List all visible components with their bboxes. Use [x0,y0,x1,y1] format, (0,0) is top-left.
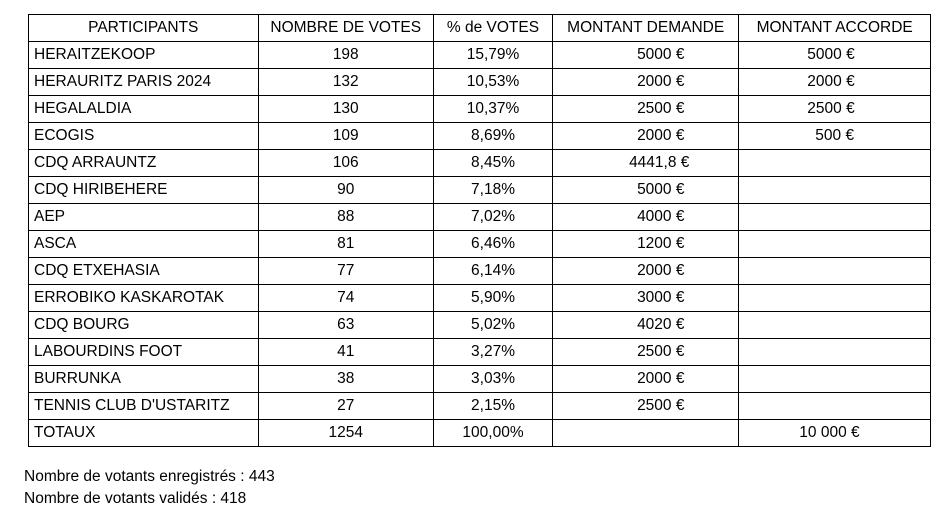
vote-count: 41 [258,339,433,366]
header-participants: PARTICIPANTS [29,15,259,42]
vote-percent: 10,37% [433,96,552,123]
vote-percent: 2,15% [433,393,552,420]
vote-percent: 5,02% [433,312,552,339]
vote-percent: 3,27% [433,339,552,366]
participant-name: HEGALALDIA [29,96,259,123]
amount-requested: 2500 € [553,96,739,123]
table-row [29,150,931,177]
table-row [29,393,931,420]
table-row [29,123,931,150]
amount-granted [739,204,931,231]
vote-percent: 6,46% [433,231,552,258]
table-row [29,69,931,96]
amount-requested: 4000 € [553,204,739,231]
vote-count: 77 [258,258,433,285]
amount-granted: 5000 € [739,42,931,69]
vote-percent: 10,53% [433,69,552,96]
participant-name: AEP [29,204,259,231]
amount-requested: 2000 € [553,123,739,150]
voter-summary [24,466,275,510]
vote-percent: 7,18% [433,177,552,204]
participant-name: BURRUNKA [29,366,259,393]
vote-percent: 8,69% [433,123,552,150]
header-votes: NOMBRE DE VOTES [258,15,433,42]
total-granted: 10 000 € [739,420,931,447]
participant-name: HERAITZEKOOP [29,42,259,69]
amount-granted [739,231,931,258]
vote-count: 81 [258,231,433,258]
total-votes: 1254 [258,420,433,447]
votes-results-table [28,14,931,447]
vote-count: 88 [258,204,433,231]
amount-requested: 1200 € [553,231,739,258]
participant-name: LABOURDINS FOOT [29,339,259,366]
participant-name: CDQ BOURG [29,312,259,339]
table-row [29,231,931,258]
vote-count: 38 [258,366,433,393]
amount-granted [739,285,931,312]
vote-count: 74 [258,285,433,312]
vote-count: 132 [258,69,433,96]
header-pct: % de VOTES [433,15,552,42]
vote-count: 106 [258,150,433,177]
participant-name: HERAURITZ PARIS 2024 [29,69,259,96]
header-granted: MONTANT ACCORDE [739,15,931,42]
amount-granted [739,312,931,339]
vote-count: 63 [258,312,433,339]
participant-name: CDQ ETXEHASIA [29,258,259,285]
vote-percent: 3,03% [433,366,552,393]
amount-requested: 2000 € [553,258,739,285]
amount-granted [739,258,931,285]
amount-granted [739,339,931,366]
participant-name: ERROBIKO KASKAROTAK [29,285,259,312]
vote-count: 198 [258,42,433,69]
amount-requested: 5000 € [553,42,739,69]
amount-granted [739,366,931,393]
amount-requested: 4441,8 € [553,150,739,177]
amount-granted [739,177,931,204]
participant-name: ASCA [29,231,259,258]
table-row [29,312,931,339]
amount-granted: 2500 € [739,96,931,123]
table-row [29,96,931,123]
table-row [29,42,931,69]
participant-name: CDQ HIRIBEHERE [29,177,259,204]
vote-count: 27 [258,393,433,420]
participant-name: CDQ ARRAUNTZ [29,150,259,177]
amount-requested: 2000 € [553,366,739,393]
amount-granted [739,150,931,177]
validated-voters-text: Nombre de votants validés : 418 [24,490,247,507]
vote-percent: 6,14% [433,258,552,285]
amount-granted [739,393,931,420]
amount-granted: 500 € [739,123,931,150]
vote-count: 130 [258,96,433,123]
vote-count: 109 [258,123,433,150]
amount-requested: 2500 € [553,339,739,366]
participant-name: ECOGIS [29,123,259,150]
header-requested: MONTANT DEMANDE [553,15,739,42]
registered-voters-text: Nombre de votants enregistrés : 443 [24,468,275,485]
vote-percent: 8,45% [433,150,552,177]
amount-requested: 2000 € [553,69,739,96]
amount-requested: 2500 € [553,393,739,420]
table-row [29,204,931,231]
total-percent: 100,00% [433,420,552,447]
table-row [29,339,931,366]
totals-label: TOTAUX [29,420,259,447]
total-requested [553,420,739,447]
totals-row [29,420,931,447]
vote-percent: 15,79% [433,42,552,69]
amount-requested: 5000 € [553,177,739,204]
amount-requested: 4020 € [553,312,739,339]
vote-percent: 5,90% [433,285,552,312]
amount-granted: 2000 € [739,69,931,96]
vote-percent: 7,02% [433,204,552,231]
table-row [29,366,931,393]
table-header-row [29,15,931,42]
amount-requested: 3000 € [553,285,739,312]
table-row [29,285,931,312]
participant-name: TENNIS CLUB D'USTARITZ [29,393,259,420]
table-row [29,177,931,204]
vote-count: 90 [258,177,433,204]
table-row [29,258,931,285]
